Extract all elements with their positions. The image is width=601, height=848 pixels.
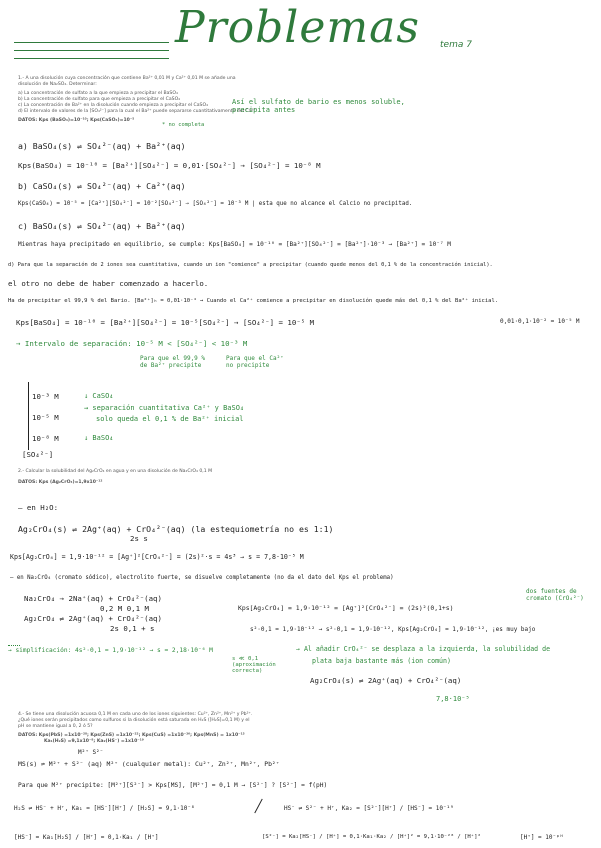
scale-label: solo queda el 0,1 % de Ba²⁺ inicial xyxy=(96,415,244,423)
answer-line: el otro no debe de haber comenzado a hacerlo. xyxy=(8,279,209,288)
answer-line: Kps[Ag₂CrO₄] = 1,9·10⁻¹² = [Ag⁺]²[CrO₄²⁻] = (2s)²(0,1+s) xyxy=(238,604,454,612)
answer-line: Para que M²⁺ precipite: [M²⁺][S²⁻] > Kps[MS], [M²⁺] = 0,1 M → [S²⁻] ? [S²⁻] = f(pH) xyxy=(18,782,328,789)
answer-line: b) CaSO₄(s) ⇌ SO₄²⁻(aq) + Ca²⁺(aq) xyxy=(18,181,186,191)
green-note: s ≪ 0,1 (aproximación correcta) xyxy=(232,656,276,674)
dotted-divider xyxy=(8,645,20,646)
answer-line: a) BaSO₄(s) ⇌ SO₄²⁻(aq) + Ba²⁺(aq) xyxy=(18,141,186,151)
answer-line: [HS⁻] = Ka₁[H₂S] / [H⁺] = 0,1·Ka₁ / [H⁺] xyxy=(14,834,159,841)
green-note: * no completa xyxy=(162,122,205,128)
answer-line: → Intervalo de separación: 10⁻⁵ M < [SO₄²⁻] < 10⁻³ M xyxy=(16,339,248,348)
answer-line: Mientras haya precipitado en equilibrio, se cumple: Kps[BaSO₄] = 10⁻¹⁰ = [Ba²⁺][SO₄²⁻] = [Ba²⁺]·10⁻³ → [Ba²⁺] = 10⁻⁷ M xyxy=(18,241,451,248)
green-note: Para que el 99,9 % de Ba²⁺ precipite xyxy=(140,355,206,369)
answer-line: 7,8·10⁻⁵ xyxy=(436,695,470,703)
problem-4-statement: 4.- Se tiene una disolución acuosa 0,1 M en cada uno de los iones siguientes: Cu²⁺, Zn²⁺, Mn²⁺ y Pb²⁺. ¿Qué iones serán precipitados como sulfuros si la disolución está saturada en H₂S ([H₂S]=0,1 M) y el pH se mantiene igual a 0, 2 ó 5? DATOS: Kps(PbS) =1x10⁻²⁸; Kps(ZnS) =1x10⁻²²; Kps(CuS) =1x10⁻³⁶; Kps(MnS) = 1x10⁻¹⁵ Ka₁(H₂S) =9,1x10⁻⁸; Ka₂(HS⁻) =1x10⁻¹⁹ xyxy=(18,712,253,744)
answer-line: Kps(CaSO₄) = 10⁻⁵ = [Ca²⁺][SO₄²⁻] = 10⁻²[SO₄²⁻] → [SO₄²⁻] = 10⁻³ M | esta que no alcance el Calcio no precipitad. xyxy=(18,201,413,207)
answer-line: Ha de precipitar el 99,9 % del Bario. [Ba²⁺]ₕ = 0,01·10⁻⁴ → Cuando el Ca²⁺ comience a precipitar en disolución quede más del 0,1 % del Ba²⁺ inicial. xyxy=(8,298,499,304)
problem-2-statement: 2.- Calcular la solubilidad del Ag₂CrO₄ en agua y en una disolución de Na₂CrO₄ 0,1 M DATOS: Kps (Ag₂CrO₄)=1,9x10⁻¹² xyxy=(18,469,213,485)
divider-slash xyxy=(254,799,262,814)
title-underline xyxy=(14,58,169,59)
answer-line: H₂S ⇌ HS⁻ + H⁺, Ka₁ = [HS⁻][H⁺] / [H₂S] = 9,1·10⁻⁸ xyxy=(14,805,195,812)
answer-line: Na₂CrO₄ → 2Na⁺(aq) + CrO₄²⁻(aq) xyxy=(24,594,162,603)
scale-axis xyxy=(28,382,29,450)
page-tag: tema 7 xyxy=(440,40,472,50)
answer-line: 0,2 M 0,1 M xyxy=(100,604,149,613)
answer-line: → simplificación: 4s²·0,1 = 1,9·10⁻¹² → s = 2,18·10⁻⁶ M xyxy=(8,647,213,654)
answer-line: 2s s xyxy=(130,534,148,543)
scale-label: → separación cuantitativa Ca²⁺ y BaSO₄ xyxy=(84,404,245,412)
answer-line: MS(s) ⇌ M²⁺ + S²⁻ (aq) M²⁺ (cualquier metal): Cu²⁺, Zn²⁺, Mn²⁺, Pb²⁺ xyxy=(18,760,280,768)
problem-1-statement: 1.- A una disolución cuya concentración que contiene Ba²⁺ 0,01 M y Ca²⁺ 0,01 M se añade una disolución de Na₂SO₄. Determinar: a) La concentración de sulfato a la que empieza a precipitar el BaSO₄ b) La concentración de sulfato para que empieza a precipitar el CaSO₄ c) La concentración de Ba²⁺ en la disolución cuando empieza a precipitar el CaSO₄ d) El intervalo de valores de la [SO₄²⁻] para la cual el Ba²⁺ puede separarse cuantitativamente del Ca²⁺ DATOS: Kps (BaSO₄)=10⁻¹⁰; Kps(CaSO₄)=10⁻⁵ xyxy=(18,76,256,123)
scale-bottom: [SO₄²⁻] xyxy=(22,450,54,459)
answer-line: Ag₂CrO₄(s) ⇌ 2Ag⁺(aq) + CrO₄²⁻(aq) (la estequiometría no es 1:1) xyxy=(18,524,334,534)
scale-tick: 10⁻³ M xyxy=(32,392,59,401)
answer-line: Ag₂CrO₄(s) ⇌ 2Ag⁺(aq) + CrO₄²⁻(aq) xyxy=(310,676,462,685)
answer-line: M²⁺ S²⁻ xyxy=(78,749,104,756)
answer-line: — en Na₂CrO₄ (cromato sódico), electrolito fuerte, se disuelve completamente (no da el dato del Kps el problema) xyxy=(10,575,394,581)
scale-tick: 10⁻⁵ M xyxy=(32,413,59,422)
answer-line: [S²⁻] = Ka₂[HS⁻] / [H⁺] = 0,1·Ka₁·Ka₂ / [H⁺]² = 9,1·10⁻²⁸ / [H⁺]² xyxy=(262,834,481,840)
answer-line: s²·0,1 = 1,9·10⁻¹² → s²·0,1 = 1,9·10⁻¹², Kps[Ag₂CrO₄] = 1,9·10⁻¹², ¡es muy bajo xyxy=(250,626,536,633)
answer-line: [H⁺] = 10⁻ᵖᴴ xyxy=(520,834,564,841)
answer-line: d) Para que la separación de 2 iones sea cuantitativa, cuando un ion "comience" a precipitar (cuando quede menos del 0,1 % de la concentración inicial). xyxy=(8,262,493,268)
page-title: Problemas xyxy=(175,2,420,53)
green-note: Así el sulfato de bario es menos soluble, precipita antes xyxy=(232,98,405,114)
answer-line: Kps(BaSO₄) = 10⁻¹⁰ = [Ba²⁺][SO₄²⁻] = 0,01·[SO₄²⁻] → [SO₄²⁻] = 10⁻⁸ M xyxy=(18,161,321,170)
answer-line: Kps[Ag₂CrO₄] = 1,9·10⁻¹² = [Ag⁺]²[CrO₄²⁻] = (2s)²·s = 4s³ → s = 7,8·10⁻⁵ M xyxy=(10,553,304,561)
scale-label: ↓ CaSO₄ xyxy=(84,392,114,400)
answer-line: Ag₂CrO₄ ⇌ 2Ag⁺(aq) + CrO₄²⁻(aq) xyxy=(24,614,162,623)
answer-line: HS⁻ ⇌ S²⁻ + H⁺, Ka₂ = [S²⁻][H⁺] / [HS⁻] = 10⁻¹⁹ xyxy=(284,805,454,812)
answer-line: 2s 0,1 + s xyxy=(110,624,155,633)
scale-label: ↓ BaSO₄ xyxy=(84,434,114,442)
answer-line: → Al añadir CrO₄²⁻ se desplaza a la izquierda, la solubilidad de xyxy=(296,645,551,653)
scale-tick: 10⁻⁸ M xyxy=(32,434,59,443)
answer-line: 0,01·0,1·10⁻² = 10⁻⁵ M xyxy=(500,318,580,325)
green-note: dos fuentes de cromato (CrO₄²⁻) xyxy=(526,588,584,602)
answer-line: plata baja bastante más (ion común) xyxy=(312,657,451,665)
title-underline xyxy=(14,42,169,43)
title-underline xyxy=(14,50,169,51)
green-note: Para que el Ca²⁺ no precipite xyxy=(226,355,284,369)
answer-line: c) BaSO₄(s) ⇌ SO₄²⁻(aq) + Ba²⁺(aq) xyxy=(18,221,186,231)
answer-line: — en H₂O: xyxy=(18,503,59,512)
answer-line: Kps[BaSO₄] = 10⁻¹⁰ = [Ba²⁺][SO₄²⁻] = 10⁻⁵[SO₄²⁻] → [SO₄²⁻] = 10⁻⁵ M xyxy=(16,318,315,327)
